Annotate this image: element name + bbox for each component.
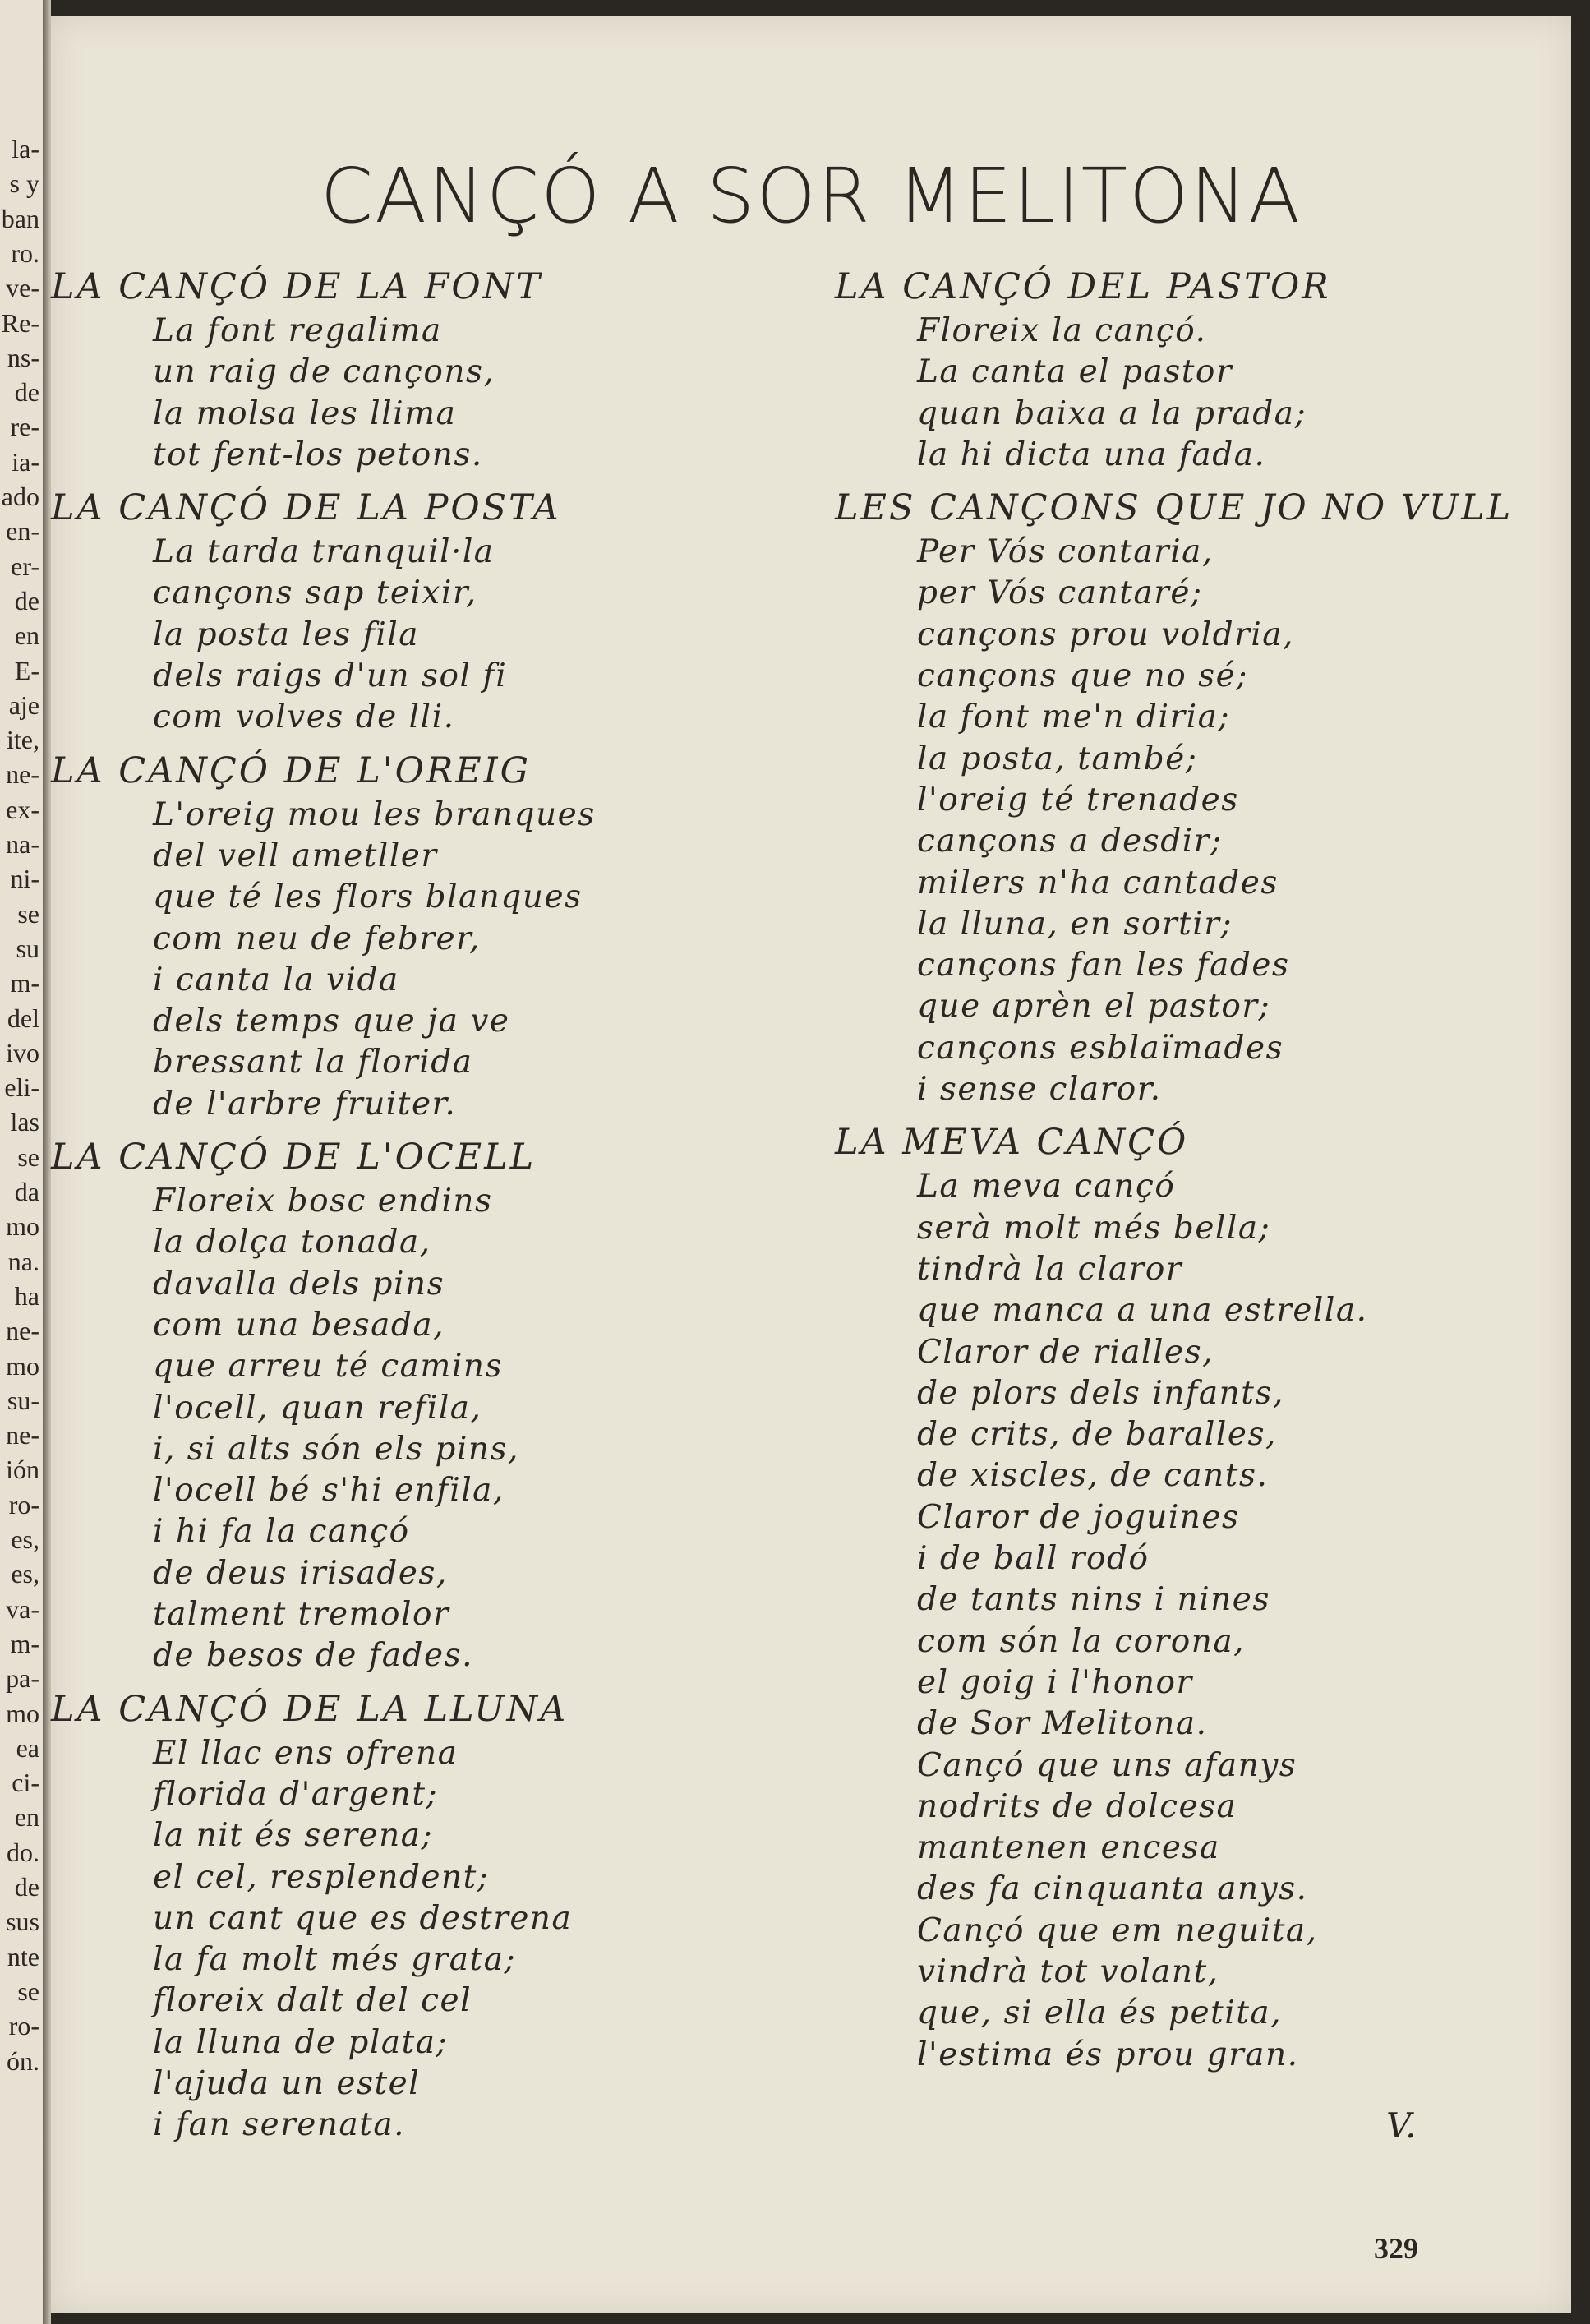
poem-section xyxy=(51,747,725,1125)
verse-line: Cançó que em neguita, xyxy=(917,1911,1318,1949)
margin-fragment: ban xyxy=(1,203,39,233)
verse-line: floreix dalt del cel xyxy=(153,1982,472,2020)
verse-line: la lluna de plata; xyxy=(153,2023,449,2061)
verse-line: la font me'n diria; xyxy=(917,699,1230,736)
margin-fragment: ne- xyxy=(6,759,39,790)
section-heading: LES CANÇONS QUE JO NO VULL xyxy=(835,487,1514,529)
section-heading: LA CANÇÓ DE L'OCELL xyxy=(51,1137,537,1178)
verse-line: el goig i l'honor xyxy=(917,1663,1193,1701)
verse-line: La canta el pastor xyxy=(917,353,1233,391)
margin-fragment: na- xyxy=(6,829,39,859)
poem-section xyxy=(782,484,1522,1110)
margin-fragment: se xyxy=(17,1141,39,1172)
verse-line: de tants nins i nines xyxy=(917,1581,1270,1619)
verse-line: com una besada, xyxy=(153,1306,445,1344)
verse-line: la nit és serena; xyxy=(153,1817,434,1855)
verse-line: cançons que no sé; xyxy=(917,657,1248,695)
verse-line: i sense claror. xyxy=(917,1071,1162,1109)
section-heading: LA CANÇÓ DE LA FONT xyxy=(51,266,542,307)
poem-section xyxy=(51,1133,725,1677)
margin-fragment: Re- xyxy=(1,307,39,338)
verse-line: tot fent-los petons. xyxy=(153,436,483,473)
verse-line: que, si ella és petita, xyxy=(917,1994,1283,2032)
section-heading: LA CANÇÓ DEL PASTOR xyxy=(835,266,1331,307)
margin-fragment: mo xyxy=(6,1350,39,1381)
margin-fragment: del xyxy=(7,1003,39,1033)
verse-line: de Sor Melitona. xyxy=(917,1705,1208,1743)
verse-line: La tarda tranquil·la xyxy=(153,533,495,571)
poem-section xyxy=(782,1118,1522,2076)
margin-fragment: E- xyxy=(14,655,39,685)
verse-line: i hi fa la cançó xyxy=(153,1513,410,1551)
margin-fragment: ve- xyxy=(6,273,39,303)
margin-fragment: eli- xyxy=(4,1072,39,1103)
verse-line: del vell ametller xyxy=(153,837,438,874)
verse-line: Per Vós contaria, xyxy=(917,533,1214,571)
verse-line: la hi dicta una fada. xyxy=(917,436,1266,473)
poem-section xyxy=(51,263,725,476)
verse-line: bressant la florida xyxy=(153,1044,473,1081)
verse-line: quan baixa a la prada; xyxy=(917,394,1307,432)
margin-fragment: es, xyxy=(11,1524,39,1554)
verse-line: l'ajuda un estel xyxy=(153,2064,421,2102)
margin-fragment: ro- xyxy=(8,1489,39,1519)
margin-fragment: da xyxy=(14,1177,39,1206)
margin-fragment: se xyxy=(17,898,39,929)
margin-fragment: ni- xyxy=(10,864,39,894)
section-heading: LA CANÇÓ DE L'OREIG xyxy=(51,749,531,791)
verse-line: davalla dels pins xyxy=(153,1265,445,1303)
verse-line: cançons esblaïmades xyxy=(917,1029,1284,1067)
verse-line: dels temps que ja ve xyxy=(153,1003,510,1040)
margin-fragment: ia- xyxy=(12,446,39,477)
left-column xyxy=(51,263,725,2146)
margin-fragment: va- xyxy=(6,1593,39,1624)
margin-fragment: m- xyxy=(10,968,39,998)
verse-line: talment tremolor xyxy=(153,1596,450,1634)
page xyxy=(51,16,1571,2313)
margin-fragment: de xyxy=(14,585,39,616)
margin-fragment: ón. xyxy=(7,2045,39,2076)
verse-line: de xiscles, de cants. xyxy=(917,1457,1269,1495)
margin-fragment: ión xyxy=(6,1455,39,1485)
verse-line: cançons prou voldria, xyxy=(917,616,1294,653)
verse-line: i fan serenata. xyxy=(153,2106,406,2144)
verse-line: el cel, resplendent; xyxy=(153,1858,490,1896)
margin-fragment: aje xyxy=(8,689,39,720)
verse-line: que manca a una estrella. xyxy=(917,1292,1368,1330)
verse-line: per Vós cantaré; xyxy=(917,574,1203,612)
margin-fragment: s y xyxy=(9,168,39,199)
margin-fragment: ado xyxy=(1,482,39,511)
margin-fragment: nte xyxy=(7,1941,39,1971)
verse-line: l'estima és prou gran. xyxy=(917,2036,1299,2073)
margin-fragment: ci- xyxy=(12,1768,39,1798)
margin-fragment: sus xyxy=(6,1907,39,1937)
verse-line: de plors dels infants, xyxy=(917,1374,1284,1412)
section-heading: LA CANÇÓ DE LA LLUNA xyxy=(51,1688,569,1730)
margin-fragment: ite, xyxy=(7,725,39,755)
margin-fragment: su xyxy=(16,933,39,963)
section-heading: LA MEVA CANÇÓ xyxy=(835,1122,1189,1164)
book-gutter xyxy=(43,0,51,2324)
poem-section xyxy=(782,263,1522,476)
poem-title: CANÇÓ A SOR MELITONA xyxy=(320,152,1302,240)
margin-fragment: se xyxy=(17,1976,39,2006)
verse-line: que arreu té camins xyxy=(153,1348,504,1386)
margin-fragment: las xyxy=(10,1107,39,1137)
margin-fragment: ne- xyxy=(6,1420,39,1450)
margin-fragment: de xyxy=(14,377,39,408)
verse-line: florida d'argent; xyxy=(153,1775,439,1813)
verse-line: des fa cinquanta anys. xyxy=(917,1870,1308,1908)
verse-line: la posta, també; xyxy=(917,740,1198,777)
verse-line: Claror de rialles, xyxy=(917,1333,1214,1371)
verse-line: cançons a desdir; xyxy=(917,823,1223,860)
verse-line: mantenen encesa xyxy=(917,1829,1220,1867)
margin-fragment: ivo xyxy=(6,1037,39,1067)
page-number: 329 xyxy=(1374,2232,1418,2265)
verse-line: cançons sap teixir, xyxy=(153,574,477,612)
margin-fragment: mo xyxy=(6,1698,39,1728)
section-heading: LA CANÇÓ DE LA POSTA xyxy=(51,487,561,529)
poem-section xyxy=(51,484,725,738)
verse-line: la lluna, en sortir; xyxy=(917,905,1233,943)
verse-line: l'ocell, quan refila, xyxy=(153,1389,482,1427)
verse-line: serà molt més bella; xyxy=(917,1209,1271,1247)
verse-line: la molsa les llima xyxy=(153,394,457,432)
margin-fragment: ro- xyxy=(8,2011,39,2041)
margin-fragment: en xyxy=(14,1802,39,1833)
author-signature: V. xyxy=(1386,2105,1417,2146)
verse-line: l'oreig té trenades xyxy=(917,781,1239,818)
verse-line: tindrà la claror xyxy=(917,1250,1182,1288)
margin-fragment: en xyxy=(14,620,39,651)
verse-line: l'ocell bé s'hi enfila, xyxy=(153,1472,505,1510)
verse-line: cançons fan les fades xyxy=(917,947,1290,984)
verse-line: L'oreig mou les branques xyxy=(153,795,596,833)
margin-fragment: mo xyxy=(6,1211,39,1242)
verse-line: La font regalima xyxy=(153,312,442,349)
verse-line: nodrits de dolcesa xyxy=(917,1787,1237,1825)
verse-line: Floreix la cançó. xyxy=(917,312,1207,349)
margin-fragment: ea xyxy=(16,1732,39,1763)
verse-line: de besos de fades. xyxy=(153,1637,473,1675)
margin-fragment: na. xyxy=(7,1246,39,1276)
margin-fragment: ro. xyxy=(11,237,39,268)
right-column xyxy=(782,263,1522,2076)
verse-line: de crits, de baralles, xyxy=(917,1416,1277,1454)
verse-line: Floreix bosc endins xyxy=(153,1183,493,1220)
margin-fragment: ne- xyxy=(6,1316,39,1346)
margin-fragment: su- xyxy=(7,1385,39,1415)
verse-line: un raig de cançons, xyxy=(153,353,495,391)
verse-line: vindrà tot volant, xyxy=(917,1953,1219,1990)
verse-line: com neu de febrer, xyxy=(153,920,481,957)
margin-fragment: en- xyxy=(6,516,39,546)
margin-fragment: pa- xyxy=(6,1663,39,1694)
verse-line: dels raigs d'un sol fi xyxy=(153,657,508,695)
margin-fragment: m- xyxy=(10,1628,39,1658)
verse-line: com són la corona, xyxy=(917,1622,1246,1660)
verse-line: com volves de lli. xyxy=(153,699,455,736)
margin-fragment: ha xyxy=(14,1280,39,1311)
verse-line: la dolça tonada, xyxy=(153,1224,431,1261)
verse-line: La meva cançó xyxy=(917,1168,1176,1206)
margin-fragment: de xyxy=(14,1872,39,1902)
verse-line: de deus irisades, xyxy=(153,1554,448,1592)
verse-line: que aprèn el pastor; xyxy=(917,988,1271,1026)
verse-line: i canta la vida xyxy=(153,961,399,998)
verse-line: de l'arbre fruiter. xyxy=(153,1085,457,1123)
verse-line: que té les flors blanques xyxy=(153,878,583,916)
margin-fragment: do. xyxy=(7,1837,39,1867)
verse-line: la fa molt més grata; xyxy=(153,1941,517,1979)
verse-line: El llac ens ofrena xyxy=(153,1734,459,1772)
margin-fragment: re- xyxy=(10,412,39,442)
verse-line: i de ball rodó xyxy=(917,1540,1150,1578)
verse-line: Claror de joguines xyxy=(917,1498,1240,1536)
margin-fragment: er- xyxy=(11,551,39,581)
margin-fragment: es, xyxy=(11,1559,39,1589)
verse-line: un cant que es destrena xyxy=(153,1899,573,1937)
verse-line: Cançó que uns afanys xyxy=(917,1746,1297,1784)
verse-line: i, si alts són els pins, xyxy=(153,1430,519,1468)
adjacent-page-margin xyxy=(0,0,43,2324)
margin-fragment: ex- xyxy=(6,794,39,824)
poem-section xyxy=(51,1685,725,2146)
margin-fragment: ns- xyxy=(7,342,39,372)
verse-line: la posta les fila xyxy=(153,616,419,653)
margin-fragment: la- xyxy=(12,134,39,164)
verse-line: milers n'ha cantades xyxy=(917,864,1279,901)
